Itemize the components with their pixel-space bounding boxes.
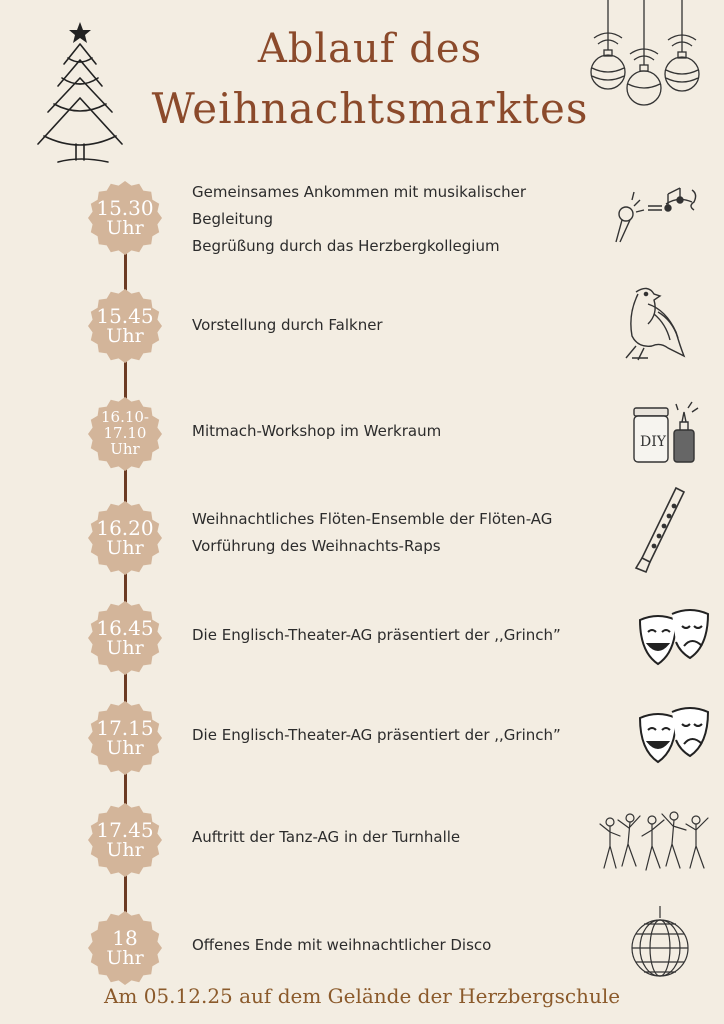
event-text: Vorstellung durch Falkner	[192, 316, 383, 334]
event-text: Auftritt der Tanz-AG in der Turnhalle	[192, 828, 461, 846]
page-title-line1: Ablauf des	[257, 26, 483, 72]
page-title-line2: Weihnachtsmarktes	[151, 84, 589, 133]
disco-ball-icon	[630, 906, 690, 980]
dancers-icon	[596, 806, 714, 876]
time-badge: 16.45 Uhr	[87, 600, 163, 676]
christmas-tree-icon	[28, 20, 128, 170]
theater-masks-icon	[636, 606, 712, 670]
falcon-icon	[618, 284, 688, 364]
time-badge: 16.20 Uhr	[87, 500, 163, 576]
time-badge: 15.45 Uhr	[87, 288, 163, 364]
event-text: Weihnachtliches Flöten-Ensemble der Flöten-AG Vorführung des Weihnachts-Raps	[192, 510, 553, 555]
microphone-music-icon	[606, 180, 706, 250]
event-text: Offenes Ende mit weihnachtlicher Disco	[192, 936, 492, 954]
event-text: Gemeinsames Ankommen mit musikalischer Begleitung Begrüßung durch das Herzbergkollegium	[192, 183, 527, 255]
ornaments-icon	[584, 0, 704, 115]
time-badge: 18 Uhr	[87, 910, 163, 986]
time-badge: 17.15 Uhr	[87, 700, 163, 776]
time-badge: 16.10- 17.10 Uhr	[87, 396, 163, 472]
footer-text: Am 05.12.25 auf dem Gelände der Herzbergschule	[103, 984, 621, 1008]
diy-jar-icon	[630, 400, 702, 466]
event-text: Mitmach-Workshop im Werkraum	[192, 422, 442, 440]
time-badge: 15.30 Uhr	[87, 180, 163, 256]
event-text: Die Englisch-Theater-AG präsentiert der ,,Grinch”	[192, 726, 561, 744]
time-badge: 17.45 Uhr	[87, 802, 163, 878]
event-text: Die Englisch-Theater-AG präsentiert der ,,Grinch”	[192, 626, 561, 644]
svg-text:DIY: DIY	[640, 434, 666, 450]
recorder-flute-icon	[630, 484, 690, 574]
theater-masks-icon	[636, 704, 712, 768]
